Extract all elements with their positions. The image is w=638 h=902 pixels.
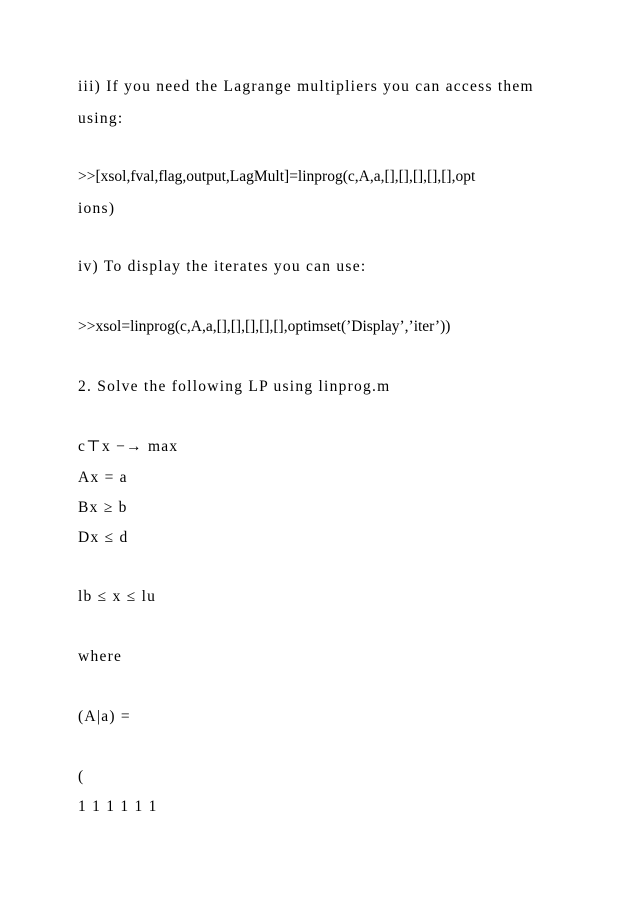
- upper-inequality-constraint: Dx ≤ d: [78, 529, 129, 546]
- display-iterates-text: iv) To display the iterates you can use:: [78, 258, 367, 275]
- linprog-lagmult-command-cont: ions): [78, 200, 116, 217]
- linprog-lagmult-command: >>[xsol,fval,flag,output,LagMult]=linprog(c,A,a,[],[],[],[],[],opt: [78, 168, 476, 185]
- lower-inequality-constraint: Bx ≥ b: [78, 499, 128, 516]
- matrix-first-row: 1 1 1 1 1 1: [78, 798, 158, 815]
- bounds-constraint: lb ≤ x ≤ lu: [78, 588, 157, 605]
- matrix-open-paren: (: [78, 768, 85, 785]
- where-label: where: [78, 648, 123, 665]
- equality-constraint: Ax = a: [78, 469, 128, 486]
- linprog-optimset-command: >>xsol=linprog(c,A,a,[],[],[],[],[],optimset(’Display’,’iter’)): [78, 318, 451, 335]
- lagrange-multipliers-text: iii) If you need the Lagrange multipliers you can access them: [78, 78, 534, 95]
- lagrange-multipliers-text-cont: using:: [78, 110, 124, 127]
- augmented-matrix-label: (A|a) =: [78, 708, 131, 725]
- task-2-heading: 2. Solve the following LP using linprog.m: [78, 378, 391, 395]
- objective-line: c⊤x −→ max: [78, 438, 179, 455]
